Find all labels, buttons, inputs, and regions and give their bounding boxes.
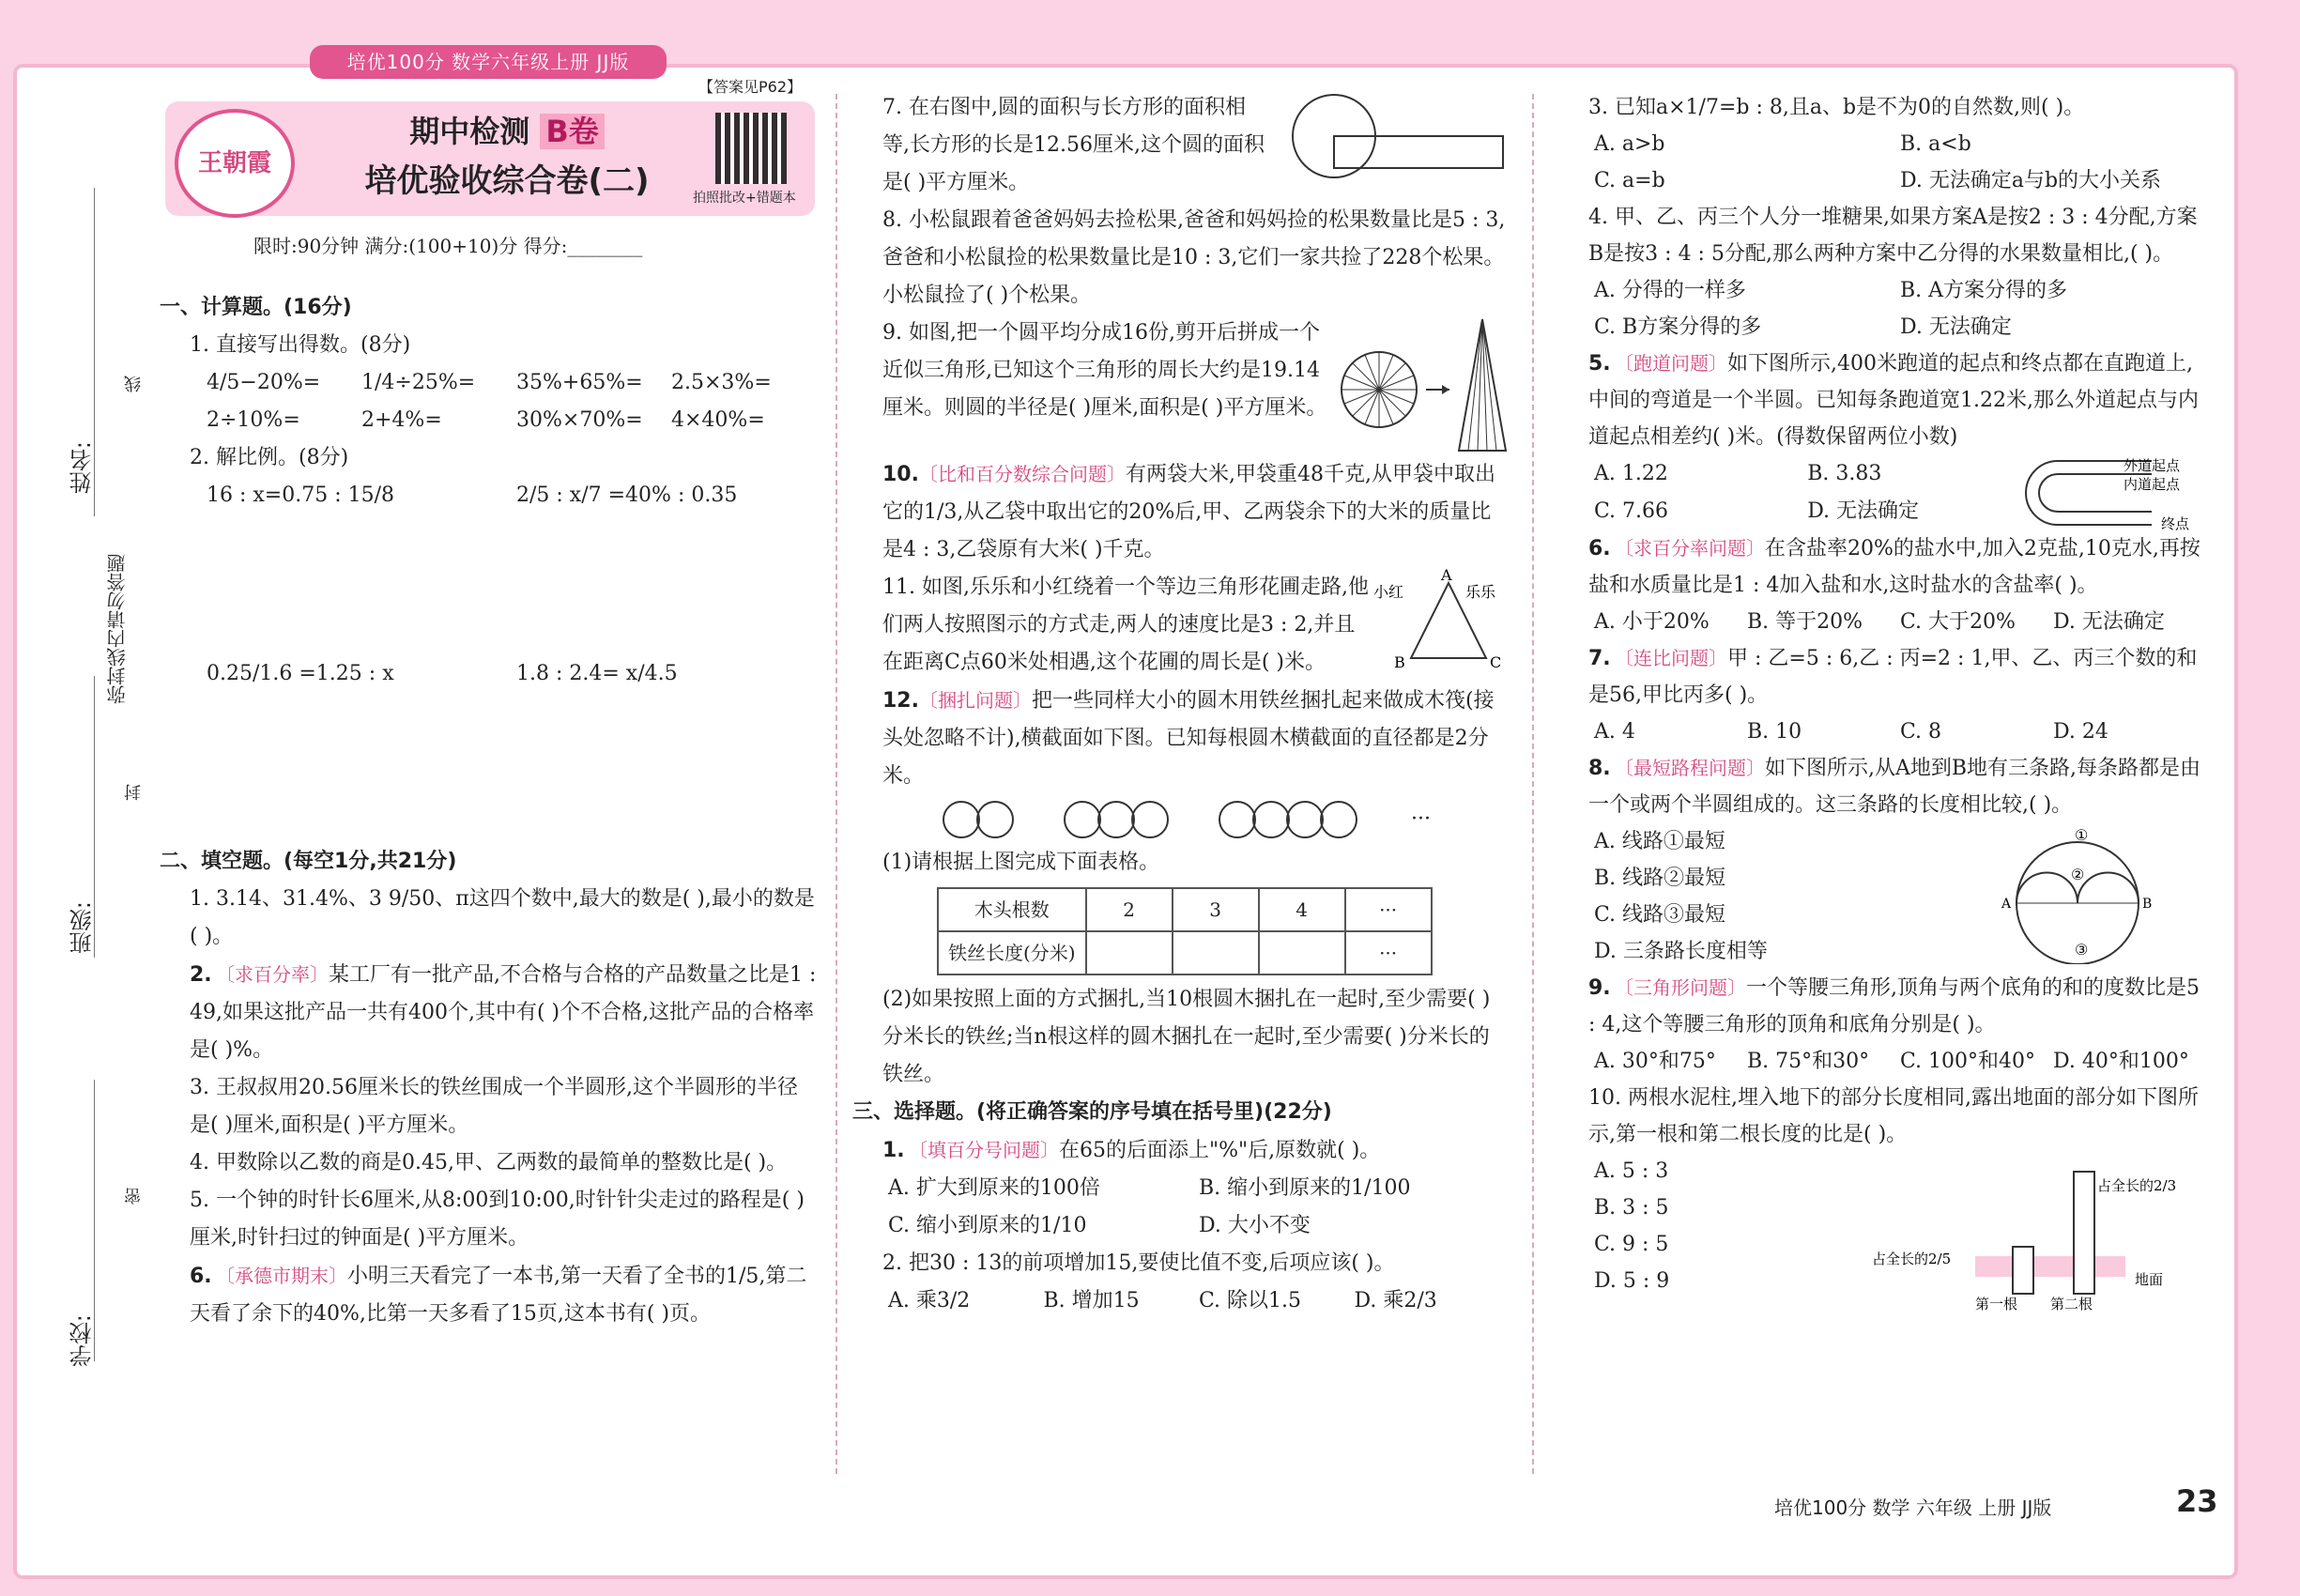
option[interactable]: C. a=b	[1594, 169, 1665, 192]
footer-text: 培优100分 数学 六年级 上册 JJ版	[1774, 1496, 2052, 1519]
fill-q11-row	[852, 569, 1510, 682]
side-feng: 封	[124, 784, 144, 801]
calc-item: 4×40%=	[671, 408, 765, 432]
column-2	[852, 89, 1510, 1320]
fill-q11: 11. 如图,乐乐和小红绕着一个等边三角形花圃走路,他们两人按照图示的方式走,两人的速度比是3 : 2,并且在距离C点60米处相遇,这个花圃的周长是( )米。	[882, 575, 1369, 674]
calc-row-1	[160, 364, 817, 402]
choice-q6-tag: 〔求百分率问题〕	[1615, 537, 1765, 560]
choice-q10: 10. 两根水泥柱,埋入地下的部分长度相同,露出地面的部分如下图所示,第一根和第二根长度的比是( )。	[1588, 1086, 2199, 1146]
choice-q7-options	[1558, 714, 2206, 750]
fill-q4: 4. 甲数除以乙数的商是0.45,甲、乙两数的最简单的整数比是( )。	[190, 1151, 788, 1174]
track-label: 外道起点	[2124, 457, 2181, 474]
logs-figure	[852, 801, 1510, 838]
proportion-item: 0.25/1.6 =1.25 : x	[207, 662, 394, 685]
fill-q12-sub1: (1)请根据上图完成下面表格。	[882, 851, 1160, 874]
section-3-title: 三、选择题。(将正确答案的序号填在括号里)(22分)	[852, 1100, 1332, 1124]
q2-heading: 2. 解比例。(8分)	[190, 446, 349, 469]
proportion-row-2	[160, 655, 817, 843]
pillar-label: 地面	[2135, 1271, 2164, 1288]
label-lele: 乐乐	[1464, 583, 1495, 601]
choice-q9: 9. 〔三角形问题〕一个等腰三角形,顶角与两个底角的和的度数比是5 : 4,这个等腰三角形的顶角和底角分别是( )。	[1588, 976, 2200, 1036]
side-school: 学校:	[69, 1314, 96, 1368]
choice-q5: 5. 〔跑道问题〕如下图所示,400米跑道的起点和终点都在直跑道上,中间的弯道是一个半圆。已知每条跑道宽1.22米,那么外道起点与内道起点相差约( )米。(得数保留两位小数)	[1588, 352, 2199, 449]
pillars-figure	[1872, 1153, 2206, 1312]
side-name: 姓名:	[69, 441, 96, 495]
option[interactable]: A. 小于20%	[1594, 610, 1710, 634]
track-label: 终点	[2161, 515, 2190, 530]
label-xiaohong: 小红	[1372, 583, 1403, 601]
table-cell[interactable]	[1086, 931, 1173, 974]
exam-title	[310, 111, 704, 152]
pillar-label: 第一根	[1975, 1296, 2018, 1312]
proportion-row-1	[160, 477, 817, 655]
table-row	[938, 888, 1432, 931]
fill-q12-sub2: (2)如果按照上面的方式捆扎,当10根圆木捆扎在一起时,至少需要( )分米长的铁丝;当n根这样的圆木捆扎在一起时,至少需要( )分米长的铁丝。	[882, 988, 1491, 1086]
fill-q12-tag: 〔捆扎问题〕	[918, 689, 1032, 712]
track-figure	[2020, 455, 2206, 530]
table-cell: 铁丝长度(分米)	[938, 931, 1086, 974]
option[interactable]: B. 10	[1747, 720, 1802, 744]
option[interactable]: C. 大于20%	[1900, 610, 2016, 634]
fill-q10: 10.〔比和百分数综合问题〕有两袋大米,甲袋重48千克,从甲袋中取出它的1/3,从乙袋中取出它的20%后,甲、乙两袋余下的大米的质量比是4 : 3,乙袋原有大米( )千克。	[882, 463, 1495, 561]
option[interactable]: B. 3 : 5	[1594, 1196, 1669, 1220]
fill-q3: 3. 王叔叔用20.56厘米长的铁丝围成一个半圆形,这个半圆形的半径是( )厘米,面积是( )平方厘米。	[190, 1076, 798, 1137]
calc-row-2	[160, 402, 817, 439]
circle-rect-figure	[1266, 89, 1510, 192]
fill-q7: 7. 在右图中,圆的面积与长方形的面积相等,长方形的长是12.56厘米,这个圆的面积是( )平方厘米。	[882, 96, 1265, 194]
label-c: C	[1489, 653, 1502, 671]
choice-q7: 7. 〔连比问题〕甲 : 乙=5 : 6,乙 : 丙=2 : 1,甲、乙、丙三个数的和是56,甲比丙多( )。	[1588, 647, 2198, 707]
choice-q1: 1. 〔填百分号问题〕在65的后面添上"%"后,原数就( )。	[882, 1139, 1381, 1162]
choice-q10-options	[1558, 1153, 1872, 1312]
choice-q9-tag: 〔三角形问题〕	[1615, 976, 1746, 999]
pillar-label: 占全长的2/5	[1872, 1251, 1952, 1267]
calc-item: 2÷10%=	[207, 408, 300, 432]
label-b: B	[1393, 653, 1405, 671]
option[interactable]: D. 乘2/3	[1354, 1289, 1437, 1312]
option[interactable]: A. 5 : 3	[1594, 1159, 1669, 1183]
option[interactable]: A. 分得的一样多	[1594, 279, 1746, 302]
option[interactable]: A. a>b	[1594, 132, 1665, 156]
section-2-title: 二、填空题。(每空1分,共21分)	[160, 850, 457, 873]
fill-q7-row	[852, 89, 1510, 202]
column-3	[1558, 89, 2206, 1312]
table-row	[938, 931, 1432, 974]
option[interactable]: C. 缩小到原来的1/10	[888, 1214, 1087, 1237]
triangle-garden-figure	[1373, 569, 1510, 672]
column-1	[160, 289, 817, 1333]
option[interactable]: D. 大小不变	[1199, 1214, 1311, 1237]
fill-q1: 1. 3.14、31.4%、3 9/50、π这四个数中,最大的数是( ),最小的数是( )。	[190, 887, 815, 948]
calc-item: 30%×70%=	[516, 408, 643, 432]
brand-logo: 王朝霞	[175, 109, 295, 218]
choice-q8-text: 如下图所示,从A地到B地有三条路,每条路都是由一个或两个半圆组成的。这三条路的长度相比较,( )。	[1588, 757, 2201, 817]
choice-q1-options	[852, 1170, 1510, 1245]
svg-text:②: ②	[2071, 866, 2085, 883]
choice-q5-text: 如下图所示,400米跑道的起点和终点都在直跑道上,中间的弯道是一个半圆。已知每条跑道宽1.22米,那么外道起点与内道起点相差约( )米。(得数保留两位小数)	[1588, 352, 2199, 449]
answer-ref: 【答案见P62】	[698, 78, 803, 96]
choice-q10-row	[1558, 1153, 2206, 1312]
track-label: 内道起点	[2124, 476, 2181, 493]
option[interactable]: D. 5 : 9	[1594, 1269, 1670, 1293]
table-cell[interactable]	[1259, 931, 1345, 974]
label-a: A	[1440, 569, 1452, 584]
option[interactable]: C. 除以1.5	[1199, 1289, 1302, 1312]
logs-4	[1222, 801, 1357, 838]
choice-q5-row	[1558, 455, 2206, 530]
side-note: 弥封线内请勿答题	[106, 554, 129, 704]
option[interactable]: D. 40°和100°	[2053, 1050, 2189, 1073]
option[interactable]: B. a<b	[1900, 132, 1971, 156]
school-line	[94, 1080, 95, 1361]
table-cell: 4	[1259, 888, 1345, 931]
fill-q6-tag: 〔承德市期末〕	[216, 1265, 347, 1287]
fill-q2: 2. 〔求百分率〕某工厂有一批产品,不合格与合格的产品数量之比是1 : 49,如果这批产品一共有400个,其中有( )个不合格,这批产品的合格率是( )%。	[190, 963, 817, 1062]
choice-q9-text: 一个等腰三角形,顶角与两个底角的和的度数比是5 : 4,这个等腰三角形的顶角和底角分别是( )。	[1588, 976, 2200, 1036]
calc-item: 35%+65%=	[516, 371, 643, 394]
table-cell: 木头根数	[938, 888, 1086, 931]
name-line	[94, 188, 95, 516]
calc-item: 1/4÷25%=	[361, 371, 476, 394]
option[interactable]: A. 扩大到原来的100倍	[888, 1176, 1100, 1200]
choice-q3: 3. 已知a×1/7=b : 8,且a、b是不为0的自然数,则( )。	[1588, 96, 2085, 119]
pillar-label: 第二根	[2050, 1296, 2093, 1312]
side-mi: 密	[124, 1188, 144, 1205]
choice-q9-options	[1558, 1043, 2206, 1080]
fill-q5: 5. 一个钟的时针长6厘米,从8:00到10:00,时针针尖走过的路程是( )厘米,时针扫过的钟面是( )平方厘米。	[190, 1189, 805, 1250]
choice-q6-text: 在含盐率20%的盐水中,加入2克盐,10克水,再按盐和水质量比是1 : 4加入盐和水,这时盐水的含盐率( )。	[1588, 537, 2200, 597]
choice-q4: 4. 甲、乙、丙三个人分一堆糖果,如果方案A是按2 : 3 : 4分配,方案B是按3 : 4 : 5分配,那么两种方案中乙分得的水果数量相比,( )。	[1588, 206, 2198, 266]
logs-3	[1067, 801, 1169, 838]
side-class: 班级:	[69, 901, 96, 955]
fill-q8: 8. 小松鼠跟着爸爸妈妈去捡松果,爸爸和妈妈捡的松果数量比是5 : 3,爸爸和小松鼠捡的松果数量比是10 : 3,它们一家共捡了228个松果。小松鼠捡了( )个松果。	[882, 208, 1506, 307]
option[interactable]: A. 30°和75°	[1594, 1050, 1716, 1073]
calc-item: 4/5−20%=	[207, 371, 321, 394]
calc-item: 2+4%=	[361, 408, 442, 432]
option[interactable]: B. 缩小到原来的1/100	[1199, 1176, 1411, 1200]
fill-q6-text: 小明三天看完了一本书,第一天看了全书的1/5,第二天看了余下的40%,比第一天多看了15页,这本书有( )页。	[190, 1265, 807, 1326]
option[interactable]: D. 无法确定	[1807, 499, 1920, 523]
title-line1: 期中检测	[409, 114, 530, 149]
right-border	[2247, 56, 2300, 1577]
fill-q10-text: 有两袋大米,甲袋重48千克,从甲袋中取出它的1/3,从乙袋中取出它的20%后,甲、乙两袋余下的大米的质量比是4 : 3,乙袋原有大米( )千克。	[882, 463, 1495, 561]
qr-code[interactable]	[715, 113, 787, 184]
option[interactable]: C. 9 : 5	[1594, 1233, 1669, 1256]
section-1-title: 一、计算题。(16分)	[160, 296, 352, 319]
svg-text:A: A	[2001, 897, 2012, 912]
svg-text:③: ③	[2075, 941, 2089, 959]
choice-q5-options	[1558, 455, 2020, 530]
choice-q8-row	[1558, 823, 2206, 970]
option[interactable]: A. 线路①最短	[1594, 830, 1725, 853]
column-divider	[836, 94, 837, 1474]
svg-text:①: ①	[2075, 826, 2089, 844]
choice-q1-text: 在65的后面添上"%"后,原数就( )。	[1059, 1139, 1381, 1162]
proportion-item: 2/5 : x/7 =40% : 0.35	[516, 483, 738, 507]
choice-q6: 6. 〔求百分率问题〕在含盐率20%的盐水中,加入2克盐,10克水,再按盐和水质量比是1 : 4加入盐和水,这时盐水的含盐率( )。	[1588, 537, 2200, 597]
fill-q6: 6. 〔承德市期末〕小明三天看完了一本书,第一天看了全书的1/5,第二天看了余下的40%,比第一天多看了15页,这本书有( )页。	[190, 1265, 807, 1326]
option[interactable]: D. 无法确定	[2053, 610, 2165, 634]
choice-q4-options	[1558, 272, 2206, 345]
fill-q12: 12.〔捆扎问题〕把一些同样大小的圆木用铁丝捆扎起来做成木筏(接头处忽略不计),横截面如下图。已知每根圆木横截面的直径都是2分米。	[882, 689, 1495, 788]
proportion-item: 1.8 : 2.4= x/4.5	[516, 662, 678, 685]
fill-q2-tag: 〔求百分率〕	[216, 963, 329, 986]
option[interactable]: A. 乘3/2	[888, 1289, 971, 1312]
ellipsis: ···	[1411, 807, 1431, 831]
option[interactable]: D. 无法确定	[1900, 315, 2012, 339]
fill-q9-row	[852, 315, 1510, 455]
fill-q12-text: 把一些同样大小的圆木用铁丝捆扎起来做成木筏(接头处忽略不计),横截面如下图。已知每根圆木横截面的直径都是2分米。	[882, 689, 1495, 788]
table-cell: ···	[1345, 931, 1432, 974]
title-badge: B卷	[540, 114, 604, 149]
option[interactable]: D. 24	[2053, 720, 2108, 744]
table-cell: 3	[1173, 888, 1259, 931]
option[interactable]: C. B方案分得的多	[1594, 315, 1762, 339]
exam-subtitle: 培优验收综合卷(二)	[364, 162, 650, 200]
time-limits: 限时:90分钟 满分:(100+10)分 得分:________	[253, 235, 643, 257]
choice-q2-options	[852, 1282, 1510, 1320]
option[interactable]: B. A方案分得的多	[1900, 279, 2068, 302]
choice-q8-tag: 〔最短路程问题〕	[1615, 757, 1765, 779]
fill-q9: 9. 如图,把一个圆平均分成16份,剪开后拼成一个近似三角形,已知这个三角形的周长大约是19.14厘米。则圆的半径是( )厘米,面积是( )平方厘米。	[882, 321, 1327, 420]
option[interactable]: B. 增加15	[1043, 1289, 1140, 1312]
proportion-item: 16 : x=0.75 : 15/8	[207, 483, 395, 507]
circle-to-triangle-figure	[1337, 315, 1510, 455]
table-cell: ···	[1345, 888, 1432, 931]
option[interactable]: A. 4	[1594, 720, 1635, 744]
option[interactable]: A. 1.22	[1594, 462, 1668, 485]
logs-2	[946, 801, 1014, 838]
wire-table	[937, 887, 1433, 975]
page-number: 23	[2176, 1483, 2218, 1519]
table-cell: 2	[1086, 888, 1173, 931]
routes-figure	[1998, 823, 2157, 964]
side-xian: 线	[124, 376, 144, 392]
table-cell[interactable]	[1173, 931, 1259, 974]
option[interactable]: B. 75°和30°	[1747, 1050, 1870, 1073]
series-band: 培优100分 数学六年级上册 JJ版	[310, 45, 667, 79]
option[interactable]: C. 7.66	[1594, 499, 1669, 523]
option[interactable]: B. 3.83	[1807, 462, 1882, 485]
option[interactable]: C. 100°和40°	[1900, 1050, 2036, 1073]
choice-q5-tag: 〔跑道问题〕	[1615, 352, 1727, 375]
class-line	[94, 676, 95, 958]
choice-q7-tag: 〔连比问题〕	[1615, 647, 1727, 669]
choice-q1-tag: 〔填百分号问题〕	[909, 1139, 1059, 1161]
option[interactable]: D. 无法确定a与b的大小关系	[1900, 169, 2162, 192]
choice-q7-text: 甲 : 乙=5 : 6,乙 : 丙=2 : 1,甲、乙、丙三个数的和是56,甲比丙多( )。	[1588, 647, 2198, 707]
choice-q3-options	[1558, 126, 2206, 199]
fill-q10-tag: 〔比和百分数综合问题〕	[918, 463, 1126, 485]
column-divider	[1532, 94, 1534, 1474]
option[interactable]: C. 8	[1900, 720, 1942, 744]
choice-q6-options	[1558, 604, 2206, 640]
q1-heading: 1. 直接写出得数。(8分)	[190, 333, 411, 357]
option[interactable]: B. 等于20%	[1747, 610, 1863, 634]
choice-q8-options	[1558, 823, 1998, 970]
pillar-label: 占全长的2/3	[2097, 1177, 2177, 1194]
option[interactable]: B. 线路②最短	[1594, 867, 1726, 890]
option[interactable]: C. 线路③最短	[1594, 903, 1726, 927]
option[interactable]: D. 三条路长度相等	[1594, 940, 1768, 963]
choice-q8: 8. 〔最短路程问题〕如下图所示,从A地到B地有三条路,每条路都是由一个或两个半圆组成的。这三条路的长度相比较,( )。	[1588, 757, 2201, 817]
calc-item: 2.5×3%=	[671, 371, 772, 394]
svg-text:B: B	[2142, 897, 2153, 912]
qr-caption: 拍照批改+错题本	[693, 191, 796, 206]
fill-q2-text: 某工厂有一批产品,不合格与合格的产品数量之比是1 : 49,如果这批产品一共有400个,其中有( )个不合格,这批产品的合格率是( )%。	[190, 963, 817, 1062]
choice-q2: 2. 把30 : 13的前项增加15,要使比值不变,后项应该( )。	[882, 1251, 1395, 1275]
